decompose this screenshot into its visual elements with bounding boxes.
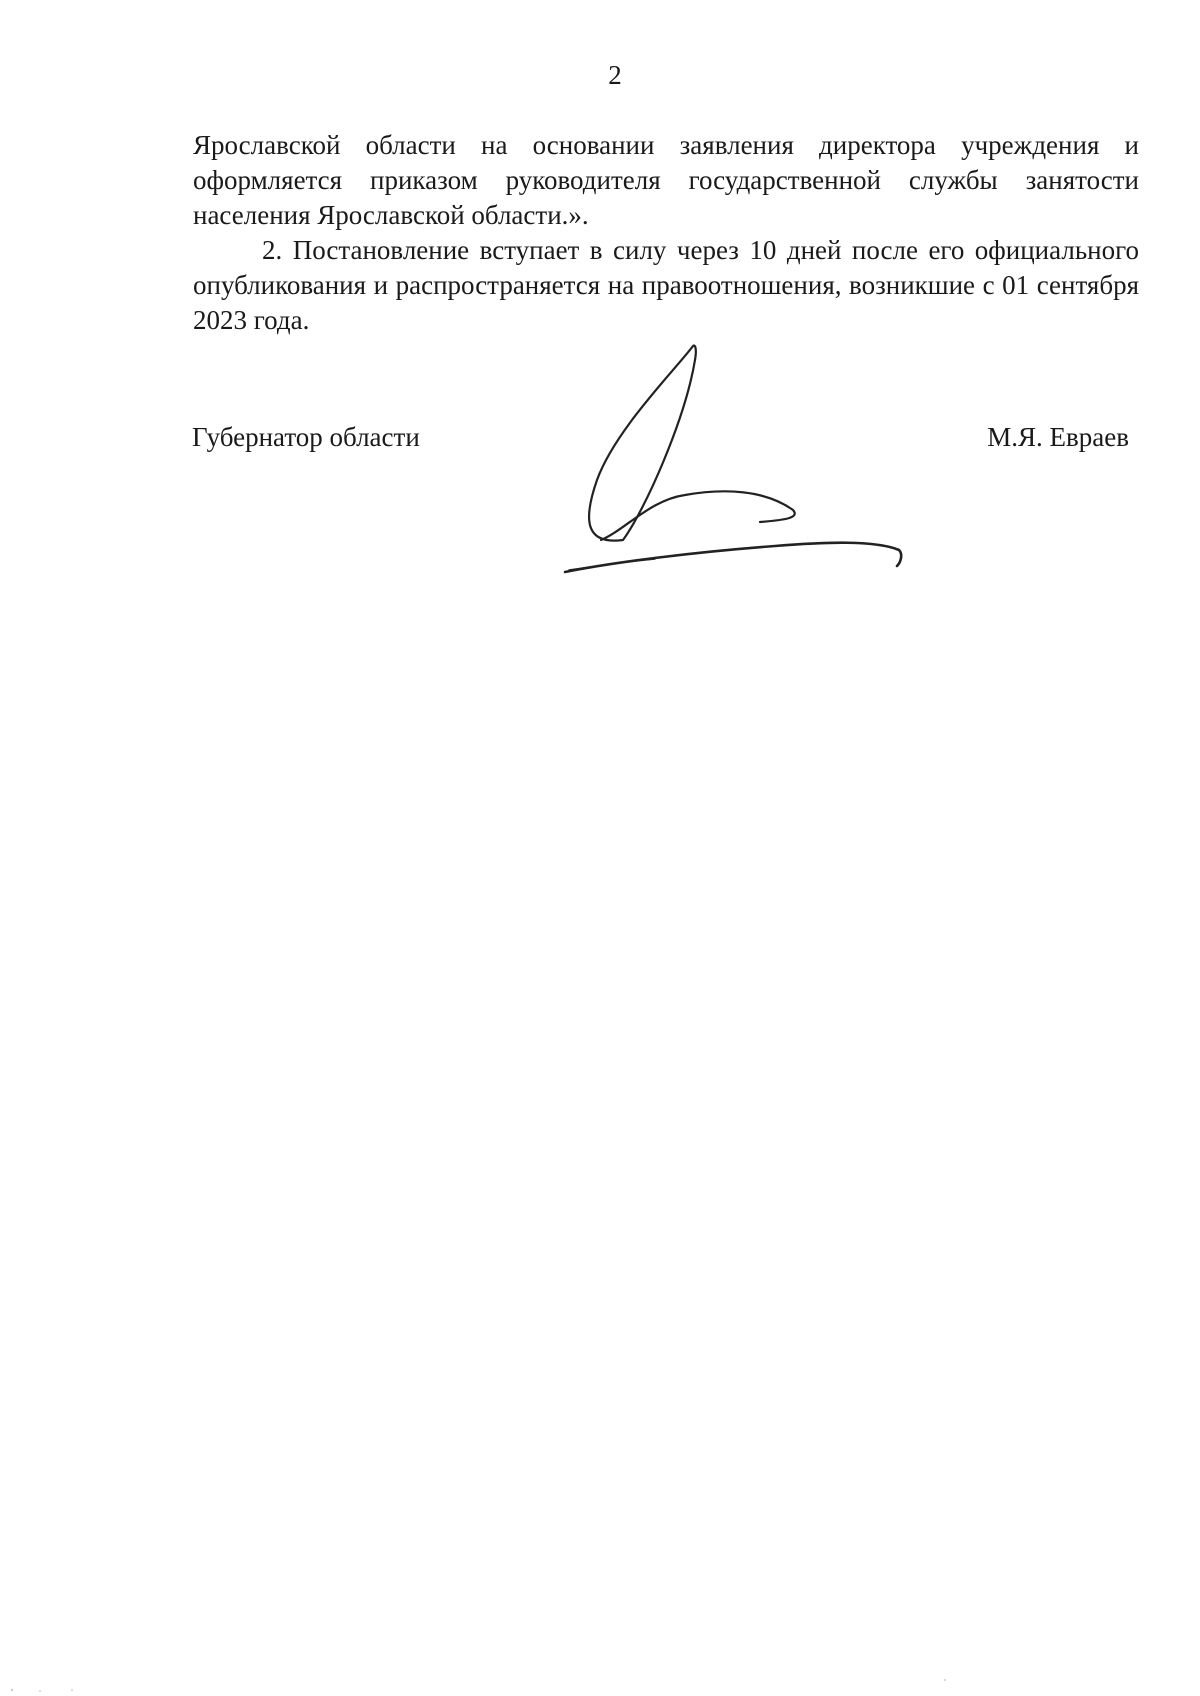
document-body	[193, 128, 1139, 338]
scan-artifacts	[0, 1666, 1200, 1696]
handwritten-signature	[555, 340, 925, 580]
page-number: 2	[608, 60, 622, 90]
paragraph-continuation: Ярославской области на основании заявления директора учреждения и оформляется приказом руководителя государственной службы занятости населения Ярославской области.».	[193, 130, 1139, 230]
signatory-name: М.Я. Евраев	[987, 422, 1129, 452]
paragraph-clause-2: 2. Постановление вступает в силу через 10 дней после его официального опубликования и распространяется на правоотношения, возникшие с 01 сентября 2023 года.	[193, 235, 1139, 335]
signatory-title: Губернатор области	[192, 422, 420, 452]
